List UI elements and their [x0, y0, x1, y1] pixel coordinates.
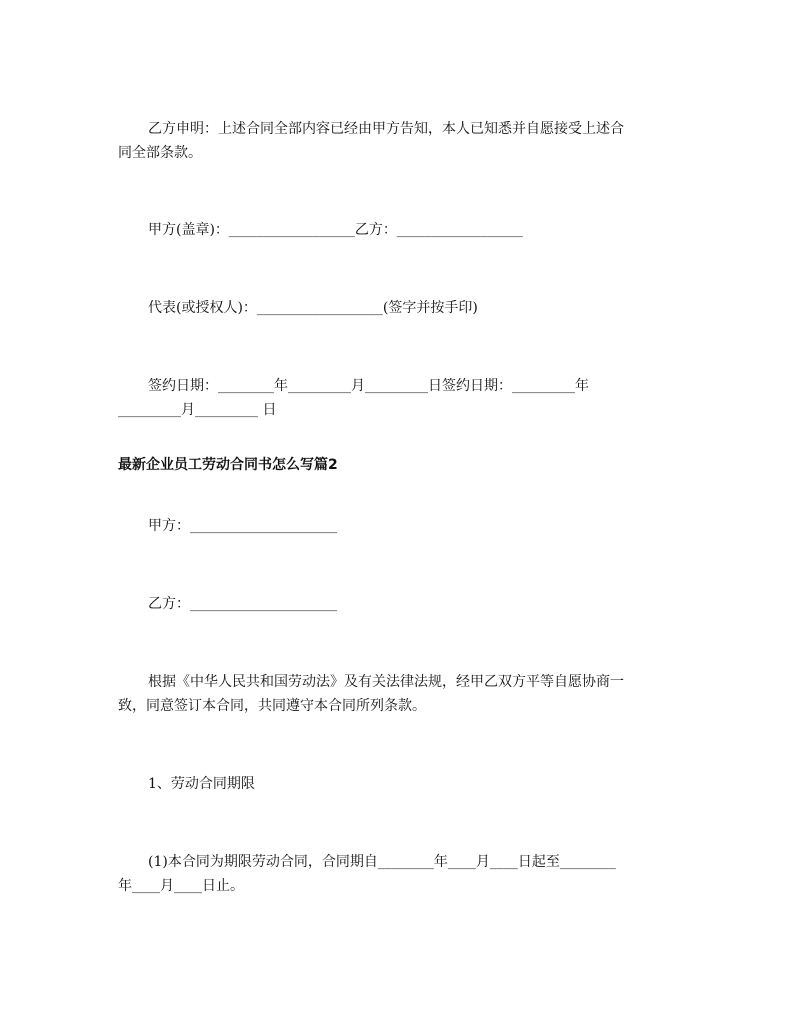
clause-1-1-line-2: 年____月____日止。 [118, 878, 244, 894]
declaration-line-2: 同全部条款。 [118, 145, 202, 161]
clause-1-1-line-1: (1)本合同为期限劳动合同，合同期自________年____月____日起至________ [148, 854, 616, 870]
basis-line-2: 致，同意签订本合同，共同遵守本合同所列条款。 [118, 698, 426, 714]
representative-line: 代表(或授权人)：__________________(签字并按手印) [148, 300, 478, 316]
section-heading: 最新企业员工劳动合同书怎么写篇2 [118, 457, 338, 473]
signing-date-line-1: 签约日期：________年_________月_________日签约日期：_________年 [148, 378, 589, 394]
party-a-line: 甲方：_____________________ [148, 518, 337, 534]
party-signature-line: 甲方(盖章)：__________________乙方：__________________ [148, 222, 523, 238]
clause-1-title: 1、劳动合同期限 [148, 776, 255, 792]
party-b-line: 乙方：_____________________ [148, 596, 337, 612]
basis-line-1: 根据《中华人民共和国劳动法》及有关法律法规，经甲乙双方平等自愿协商一 [148, 674, 624, 690]
declaration-line-1: 乙方申明：上述合同全部内容已经由甲方告知，本人已知悉并自愿接受上述合 [148, 121, 624, 137]
signing-date-line-2: _________月_________ 日 [118, 402, 277, 418]
